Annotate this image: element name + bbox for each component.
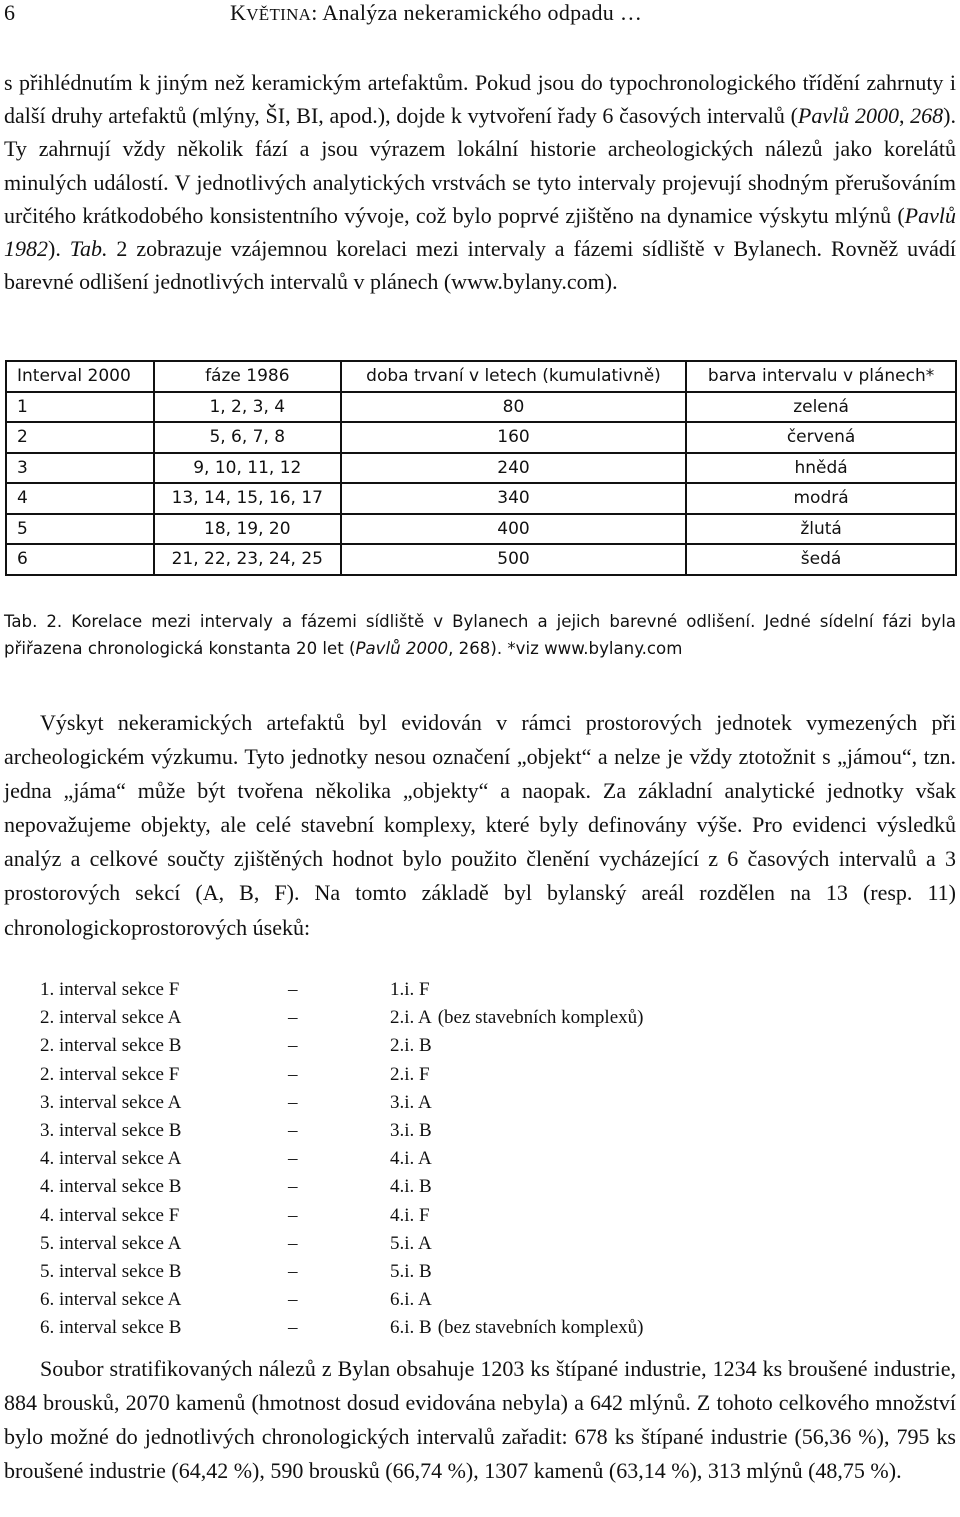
section-code-text: 2.i. B (390, 1035, 432, 1057)
table-header-row (6, 361, 956, 392)
cell-color: červená (686, 422, 956, 453)
table-reference: Tab. (69, 236, 108, 262)
p1-text-1: s přihlédnutím k jiným než keramickým artefaktům. Pokud jsou do typochronologického třídění zahrnuty i další druhy artefaktů (mlýny, ŠI, BI, apod.), dojde k vytvoření řady 6 časových intervalů ( (4, 70, 956, 129)
section-label: 4. interval sekce F (40, 1204, 180, 1226)
citation-pavlu-2000: Pavlů 2000 (797, 103, 899, 129)
section-code-text: 4.i. F (390, 1204, 430, 1226)
citation-page: 268 (910, 103, 944, 129)
table-row (6, 544, 956, 575)
p1-text-4: V jednotlivých analytických vrstvách se tyto intervaly projevují shodným přerušováním určitého krátkodobého konsistentního vývoje, což bylo poprvé zjištěno na dynamice výskytu mlýnů ( (4, 169, 956, 228)
running-header (0, 0, 960, 28)
section-label: 4. interval sekce A (40, 1148, 182, 1170)
section-dash: – (288, 1260, 298, 1282)
cell-phases: 18, 19, 20 (154, 514, 341, 545)
section-dash: – (288, 979, 298, 1000)
table-caption (4, 609, 956, 662)
cell-duration: 340 (341, 483, 686, 514)
cell-phases: 13, 14, 15, 16, 17 (154, 483, 341, 514)
section-code (390, 1230, 432, 1258)
section-code-text: 6.i. B (390, 1317, 432, 1339)
col-header-interval: Interval 2000 (6, 361, 154, 392)
p1-text-2: , (898, 103, 911, 129)
cell-color: zelená (686, 392, 956, 423)
paragraph-intervals (4, 66, 956, 298)
header-title: : Analýza nekeramického odpadu … (311, 0, 643, 25)
table-row (6, 483, 956, 514)
section-label: 1. interval sekce F (40, 979, 180, 1000)
p1-text-6: 2 zobrazuje vzájemnou korelaci mezi intervaly a fázemi sídliště v Bylanech. Rovněž uvádí barevné odlišení jednotlivých intervalů v plánech (www.bylany.com). (4, 236, 956, 295)
cell-interval: 1 (6, 392, 154, 423)
section-dash: – (288, 1232, 298, 1254)
section-code-text: 4.i. B (390, 1176, 432, 1198)
section-dash: – (288, 1063, 298, 1085)
table-row (6, 392, 956, 423)
paragraph-units: Výskyt nekeramických artefaktů byl evidován v rámci prostorových jednotek vymezených při archeologickém výzkumu. Tyto jednotky nesou označení „objekt“ a nelze je vždy ztotožnit s „jámou“, tzn. jedna „jáma“ může být tvořena několika „objekty“ a naopak. Za základní analytické jednotky však nepovažujeme objekty, ale celé stavební komplexy, které byly definovány výše. Pro evidenci výsledků analýz a celkové součty zjištěných hodnot bylo použito členění vycházející z 6 časových intervalů a 3 prostorových sekcí (A, B, F). Na tomto základě byl bylanský areál rozdělen na 13 (resp. 11) chronologickoprostorových úseků: (4, 710, 956, 940)
section-label: 4. interval sekce B (40, 1176, 182, 1198)
p1-text-3: ). Ty zahrnují vždy několik fází a jsou výrazem lokální historie archeologických nálezů jako korelátů minulých událostí. (4, 103, 956, 195)
col-header-duration: doba trvaní v letech (kumulativně) (341, 361, 686, 392)
caption-text-2: , 268). *viz www.bylany.com (448, 638, 683, 658)
section-label: 2. interval sekce F (40, 1063, 180, 1085)
section-dash: – (288, 1119, 298, 1141)
section-code (390, 1286, 432, 1314)
section-label: 3. interval sekce B (40, 1119, 182, 1141)
p1-text-5: ). (48, 236, 70, 262)
section-code-text: 4.i. A (390, 1148, 432, 1170)
cell-phases: 9, 10, 11, 12 (154, 453, 341, 484)
page-number: 6 (4, 0, 15, 25)
section-code (390, 1061, 430, 1089)
section-label: 2. interval sekce B (40, 1035, 182, 1057)
cell-duration: 500 (341, 544, 686, 575)
section-code-text: 5.i. B (390, 1260, 432, 1282)
col-header-color: barva intervalu v plánech* (686, 361, 956, 392)
cell-duration: 160 (341, 422, 686, 453)
section-note: (bez stavebních komplexů) (437, 1317, 644, 1339)
cell-phases: 21, 22, 23, 24, 25 (154, 544, 341, 575)
cell-color: žlutá (686, 514, 956, 545)
cell-phases: 5, 6, 7, 8 (154, 422, 341, 453)
cell-interval: 6 (6, 544, 154, 575)
section-code-text: 1.i. F (390, 979, 430, 1000)
section-dash: – (288, 1204, 298, 1226)
cell-interval: 3 (6, 453, 154, 484)
section-label: 3. interval sekce A (40, 1091, 182, 1113)
section-note: (bez stavebních komplexů) (437, 1007, 644, 1029)
section-code (390, 976, 430, 1004)
section-dash: – (288, 1035, 298, 1057)
section-label: 5. interval sekce B (40, 1260, 182, 1282)
section-code (390, 1089, 432, 1117)
section-code-text: 3.i. B (390, 1119, 432, 1141)
section-code (390, 1032, 432, 1060)
section-code (390, 1117, 432, 1145)
table-row (6, 514, 956, 545)
paragraph-assemblage: Soubor stratifikovaných nálezů z Bylan obsahuje 1203 ks štípané industrie, 1234 ks broušené industrie, 884 brousků, 2070 kamenů (hmotnost dosud evidována nebyla) a 642 mlýnů. Z tohoto celkového množství bylo možné do jednotlivých chronologických intervalů zařadit: 678 ks štípané industrie (56,36 %), 795 ks broušené industrie (64,42 %), 590 brousků (66,74 %), 1307 kamenů (63,14 %), 313 mlýnů (48,75 %). (4, 1356, 956, 1484)
section-label: 6. interval sekce B (40, 1317, 182, 1339)
running-title (230, 0, 642, 26)
section-code (390, 1173, 432, 1201)
section-label: 5. interval sekce A (40, 1232, 182, 1254)
section-code-text: 2.i. A (390, 1007, 432, 1029)
section-code (390, 1004, 643, 1032)
section-code-text: 6.i. A (390, 1289, 432, 1311)
cell-color: modrá (686, 483, 956, 514)
table-row (6, 422, 956, 453)
cell-color: šedá (686, 544, 956, 575)
cell-duration: 400 (341, 514, 686, 545)
section-dash: – (288, 1317, 298, 1339)
section-dash: – (288, 1091, 298, 1113)
cell-duration: 240 (341, 453, 686, 484)
cell-interval: 5 (6, 514, 154, 545)
caption-text-1: Tab. 2. Korelace mezi intervaly a fázemi sídliště v Bylanech a jejich barevné odlišení. Jedné sídelní fázi byla přiřazena chronologická konstanta 20 let ( (4, 612, 956, 658)
section-code (390, 1314, 643, 1342)
section-dash: – (288, 1176, 298, 1198)
section-code-text: 2.i. F (390, 1063, 430, 1085)
section-code (390, 1258, 432, 1286)
cell-interval: 4 (6, 483, 154, 514)
section-code (390, 1202, 430, 1230)
author-smallcaps: VĚTINA (246, 5, 312, 24)
section-dash: – (288, 1289, 298, 1311)
section-code-text: 3.i. A (390, 1091, 432, 1113)
table-row (6, 453, 956, 484)
section-code-text: 5.i. A (390, 1232, 432, 1254)
cell-duration: 80 (341, 392, 686, 423)
citation-pavlu-1982: Pavlů 1982 (4, 202, 956, 262)
caption-citation: Pavlů 2000 (355, 638, 449, 658)
section-label: 6. interval sekce A (40, 1289, 182, 1311)
section-dash: – (288, 1007, 298, 1029)
col-header-phase: fáze 1986 (154, 361, 341, 392)
intervals-table (5, 360, 957, 576)
section-code (390, 1145, 432, 1173)
cell-color: hnědá (686, 453, 956, 484)
section-label: 2. interval sekce A (40, 1007, 182, 1029)
section-dash: – (288, 1148, 298, 1170)
author-initial: K (230, 0, 247, 25)
cell-phases: 1, 2, 3, 4 (154, 392, 341, 423)
cell-interval: 2 (6, 422, 154, 453)
